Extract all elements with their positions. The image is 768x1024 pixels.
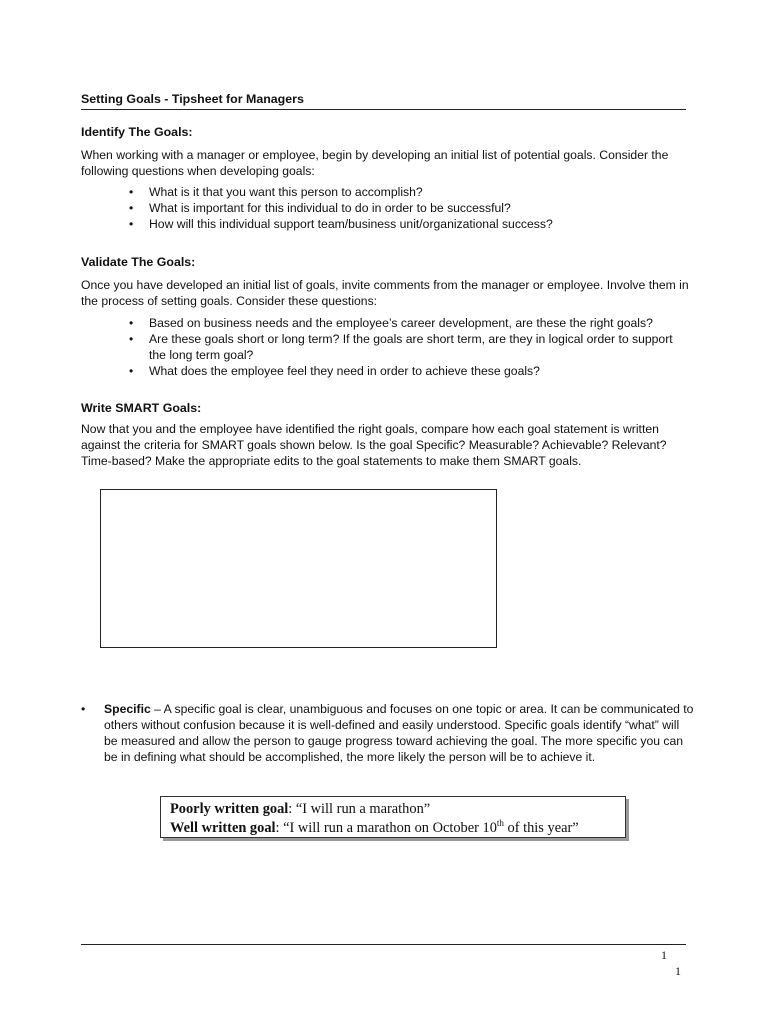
well-goal-text: : “I will run a marathon on October 10 xyxy=(275,820,497,836)
identify-heading: Identify The Goals: xyxy=(81,125,193,139)
bullet-icon: • xyxy=(81,702,86,716)
list-item: • Are these goals short or long term? If the goals are short term, are they in logical order to support the long term goal? xyxy=(127,331,687,363)
identify-intro: When working with a manager or employee, begin by developing an initial list of potential goals. Consider the following questions when developing goals: xyxy=(81,148,669,178)
well-goal-text-end: of this year” xyxy=(503,820,579,836)
smart-heading: Write SMART Goals: xyxy=(81,401,202,415)
well-goal-label: Well written goal xyxy=(170,820,276,836)
page-title: Setting Goals - Tipsheet for Managers xyxy=(81,91,686,110)
well-goal-line xyxy=(170,819,625,838)
list-item: • Based on business needs and the employee’s career development, are these the right goals? xyxy=(127,315,687,331)
identify-question-list xyxy=(127,184,687,232)
page-number-secondary: 1 xyxy=(675,964,681,978)
list-item: • How will this individual support team/business unit/organizational success? xyxy=(127,216,687,232)
list-item: • What is it that you want this person to accomplish? xyxy=(127,184,687,200)
smart-intro: Now that you and the employee have identified the right goals, compare how each goal statement is written against the criteria for SMART goals shown below. Is the goal Specific? Measurable? Achievable? Relevant? Time-based? Make the appropriate edits to the goal statements to make them SMART goals. xyxy=(81,422,667,468)
goal-example-box xyxy=(160,796,626,838)
validate-question-list xyxy=(127,315,687,379)
list-item: • What does the employee feel they need in order to achieve these goals? xyxy=(127,363,687,379)
validate-intro: Once you have developed an initial list of goals, invite comments from the manager or employee. Involve them in the process of setting goals. Consider these questions: xyxy=(81,278,689,308)
specific-description: – A specific goal is clear, unambiguous and focuses on one topic or area. It can be communicated to others without confusion because it is well-defined and easily understood. Specific goals identify “what” will be measured and allow the person to gauge progress toward achieving the goal. The more specific you can be in defining what should be accomplished, the more likely the person will be to achieve it. xyxy=(104,702,694,764)
poor-goal-text: : “I will run a marathon” xyxy=(288,801,431,817)
poor-goal-label: Poorly written goal xyxy=(170,801,289,817)
specific-term: Specific xyxy=(104,702,151,716)
footer-divider xyxy=(81,944,686,945)
page-number: 1 xyxy=(661,948,667,962)
list-item: • What is important for this individual to do in order to be successful? xyxy=(127,200,687,216)
ordinal-suffix: th xyxy=(496,818,504,829)
specific-definition xyxy=(104,701,694,765)
validate-heading: Validate The Goals: xyxy=(81,255,196,269)
poor-goal-line xyxy=(170,800,625,819)
smart-diagram-placeholder xyxy=(100,489,497,648)
